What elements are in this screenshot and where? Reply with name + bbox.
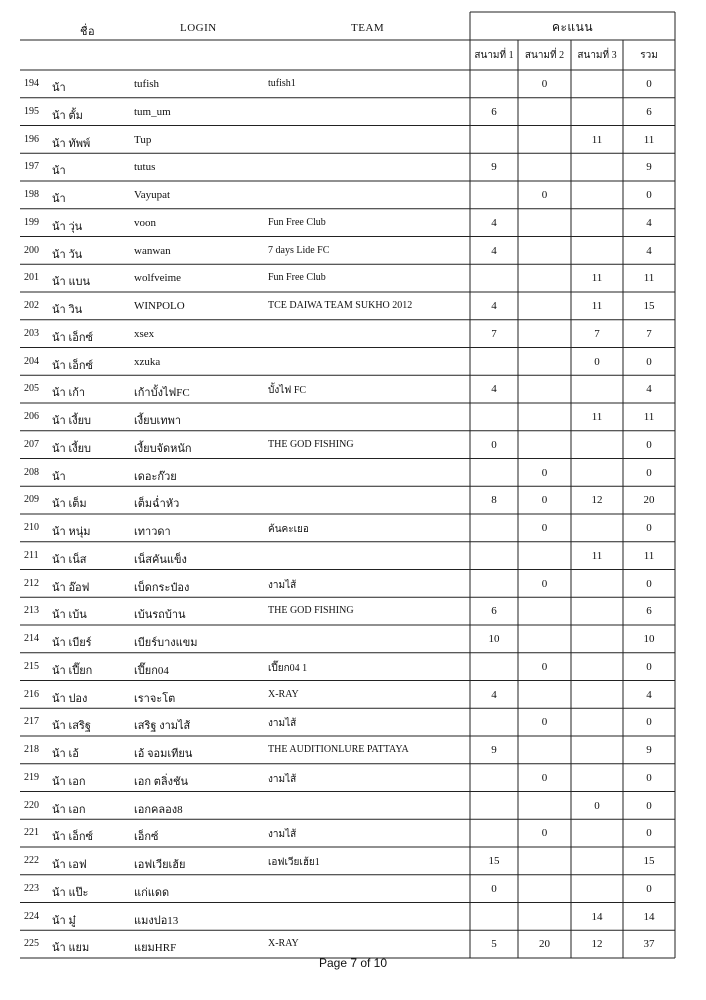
- field-score: 0: [594, 799, 600, 812]
- row-number: 201: [24, 272, 39, 284]
- row-number: 217: [24, 716, 39, 728]
- row-number: 197: [24, 161, 39, 173]
- player-name: น้า แยม: [52, 942, 90, 955]
- row-number: 196: [24, 133, 39, 145]
- row-number: 195: [24, 105, 39, 117]
- row-number: 215: [24, 660, 39, 672]
- column-header-total: รวม: [640, 50, 658, 61]
- team-name: Fun Free Club: [268, 272, 326, 284]
- row-number: 194: [24, 78, 39, 89]
- field-score: 11: [591, 272, 603, 285]
- field-score: 0: [541, 522, 548, 534]
- player-login: tufish: [134, 78, 160, 90]
- player-login: เน็สคันแข็ง: [134, 553, 187, 566]
- row-number: 207: [24, 438, 39, 450]
- total-score: 6: [646, 105, 652, 118]
- field-score: 10: [488, 633, 500, 645]
- player-login: เงี้ยบจัดหนัก: [134, 442, 192, 455]
- column-header-field-2: สนามที่ 2: [524, 50, 565, 61]
- team-name: THE GOD FISHING: [268, 605, 354, 617]
- player-name: น้า เอ็กซ์: [52, 831, 93, 844]
- field-score: 0: [541, 78, 548, 90]
- player-login: voon: [134, 216, 156, 229]
- field-score: 0: [541, 494, 548, 507]
- row-number: 221: [24, 827, 39, 839]
- team-name: เอฟเวียเฮ้ย1: [268, 857, 320, 868]
- player-login: WINPOLO: [134, 300, 185, 312]
- player-name: น้า ตั้ม: [52, 109, 83, 122]
- field-score: 4: [491, 244, 497, 257]
- player-login: แมงปอ13: [134, 914, 179, 927]
- team-name: X-RAY: [268, 688, 299, 700]
- field-score: 12: [591, 494, 603, 507]
- total-score: 0: [646, 882, 652, 895]
- player-login: tum_um: [134, 105, 171, 118]
- total-score: 0: [646, 660, 652, 673]
- player-name: น้า เงี้ยบ: [52, 415, 92, 427]
- total-score: 6: [646, 605, 652, 618]
- player-name: น้า เสริฐ: [52, 720, 91, 733]
- row-number: 203: [24, 327, 39, 339]
- player-login: เต็มฉ่ำหัว: [134, 498, 180, 511]
- player-login: xsex: [134, 327, 155, 340]
- row-number: 208: [24, 466, 39, 478]
- player-login: เปี๊ยก04: [134, 664, 169, 677]
- field-score: 11: [591, 549, 603, 562]
- player-name: น้า เต็ม: [52, 498, 87, 511]
- player-login: Tup: [134, 133, 152, 146]
- player-login: แก่แดด: [134, 886, 170, 899]
- total-score: 11: [643, 411, 655, 423]
- total-score: 4: [646, 216, 652, 229]
- row-number: 216: [24, 688, 39, 700]
- total-score: 4: [646, 688, 652, 701]
- total-score: 0: [646, 799, 652, 812]
- player-login: tutus: [134, 161, 156, 174]
- field-score: 15: [488, 855, 500, 867]
- total-score: 15: [643, 855, 655, 867]
- team-name: tufish1: [268, 78, 296, 89]
- team-name: THE GOD FISHING: [268, 438, 354, 450]
- player-login: เอ็กซ์: [134, 831, 159, 844]
- team-name: บั้งไฟ FC: [268, 385, 307, 397]
- field-score: 0: [541, 771, 548, 784]
- player-name: น้า แบน: [52, 276, 91, 289]
- column-header-score: คะแนน: [551, 20, 594, 34]
- row-number: 200: [24, 244, 39, 256]
- player-name: น้า อ๊อฟ: [52, 581, 90, 594]
- player-login: เบียร์บางแขม: [134, 637, 198, 649]
- player-name: น้า เบ้น: [52, 609, 87, 622]
- column-header-login: LOGIN: [180, 22, 217, 34]
- player-name: น้า: [52, 193, 66, 205]
- field-score: 0: [541, 827, 548, 840]
- field-score: 0: [541, 189, 548, 201]
- field-score: 9: [491, 744, 497, 756]
- player-login: Vayupat: [134, 189, 171, 201]
- field-score: 0: [491, 438, 497, 451]
- player-login: เอ้ จอมเทียน: [134, 748, 193, 760]
- total-score: 10: [643, 633, 655, 645]
- total-score: 0: [646, 522, 652, 534]
- total-score: 0: [646, 438, 652, 451]
- player-login: เอฟเวียเฮ้ย: [134, 859, 186, 871]
- player-name: น้า เอ็กซ์: [52, 359, 93, 372]
- field-score: 14: [591, 910, 603, 923]
- field-score: 4: [491, 300, 497, 312]
- total-score: 4: [646, 244, 652, 257]
- player-login: เราจะโต: [134, 692, 176, 705]
- total-score: 0: [646, 78, 652, 90]
- player-login: xzuka: [134, 355, 161, 368]
- total-score: 9: [646, 744, 652, 756]
- total-score: 0: [646, 716, 652, 729]
- player-name: น้า เอฟ: [52, 859, 87, 871]
- total-score: 0: [646, 771, 652, 784]
- page-number: Page 7 of 10: [318, 956, 388, 970]
- field-score: 0: [541, 466, 548, 479]
- field-score: 5: [491, 938, 497, 951]
- player-name: น้า เก้า: [52, 387, 86, 400]
- row-number: 206: [24, 411, 39, 422]
- field-score: 9: [491, 161, 497, 174]
- team-name: Fun Free Club: [268, 216, 326, 228]
- row-number: 205: [24, 383, 39, 395]
- total-score: 0: [646, 355, 652, 368]
- total-score: 4: [646, 383, 652, 396]
- player-name: น้า หนุ่ม: [52, 526, 91, 538]
- player-login: เบ็ดกระป๋อง: [134, 581, 190, 594]
- player-login: เอก ตลิ่งชัน: [134, 775, 189, 788]
- player-login: wolfveime: [134, 272, 182, 285]
- row-number: 204: [24, 355, 39, 367]
- field-score: 8: [491, 494, 497, 507]
- row-number: 198: [24, 189, 39, 200]
- player-login: wanwan: [134, 244, 171, 257]
- row-number: 224: [24, 910, 39, 922]
- row-number: 218: [24, 744, 39, 755]
- team-name: งามไส้: [268, 773, 297, 785]
- player-name: น้า เบียร์: [52, 637, 92, 649]
- total-score: 11: [643, 133, 655, 146]
- row-number: 211: [24, 549, 39, 561]
- field-score: 0: [541, 716, 548, 729]
- field-score: 0: [541, 577, 548, 590]
- field-score: 7: [594, 327, 600, 340]
- player-name: น้า เอ้: [52, 748, 79, 760]
- player-login: เอกคลอง8: [134, 803, 183, 816]
- column-header-name: ชื่อ: [80, 26, 96, 38]
- team-name: ค้นคะเยอ: [268, 524, 309, 535]
- row-number: 202: [24, 300, 39, 311]
- row-number: 223: [24, 882, 39, 894]
- row-number: 210: [24, 522, 39, 533]
- field-score: 6: [491, 605, 497, 618]
- column-header-field-1: สนามที่ 1: [474, 50, 514, 61]
- field-score: 4: [491, 216, 497, 229]
- total-score: 15: [643, 300, 655, 312]
- column-header-team: TEAM: [351, 22, 385, 34]
- player-login: เงี้ยบเทพา: [134, 415, 181, 427]
- total-score: 20: [643, 494, 655, 507]
- field-score: 11: [591, 300, 603, 312]
- field-score: 4: [491, 688, 497, 701]
- total-score: 0: [646, 577, 652, 590]
- team-name: THE AUDITIONLURE PATTAYA: [268, 744, 409, 755]
- team-name: 7 days Lide FC: [268, 244, 330, 256]
- team-name: X-RAY: [268, 938, 299, 950]
- column-header-field-3: สนามที่ 3: [577, 50, 617, 61]
- player-name: น้า เอก: [52, 775, 86, 788]
- row-number: 199: [24, 216, 39, 228]
- row-number: 225: [24, 938, 39, 950]
- player-name: น้า เงี้ยบ: [52, 442, 92, 455]
- player-login: เก้าบั้งไฟFC: [134, 387, 190, 400]
- field-score: 12: [591, 938, 603, 951]
- total-score: 9: [646, 161, 652, 174]
- field-score: 0: [541, 660, 548, 673]
- total-score: 0: [646, 466, 652, 479]
- player-name: น้า ทัพพ์: [52, 137, 91, 150]
- row-number: 209: [24, 494, 39, 506]
- field-score: 7: [491, 327, 497, 340]
- player-name: น้า เน็ส: [52, 553, 87, 566]
- team-name: เปี๊ยก04 1: [268, 662, 308, 674]
- player-login: แยมHRF: [134, 942, 177, 955]
- player-login: เสริฐ งามไส้: [134, 720, 191, 733]
- team-name: TCE DAIWA TEAM SUKHO 2012: [268, 300, 413, 311]
- player-name: น้า: [52, 82, 66, 94]
- row-number: 219: [24, 771, 39, 783]
- player-name: น้า: [52, 165, 66, 178]
- row-number: 212: [24, 577, 39, 589]
- player-login: เดอะก๊วย: [134, 470, 177, 483]
- row-number: 222: [24, 855, 39, 866]
- player-name: น้า ปอง: [52, 692, 88, 705]
- field-score: 0: [594, 355, 600, 368]
- player-name: น้า: [52, 470, 66, 483]
- total-score: 11: [643, 272, 655, 285]
- total-score: 37: [643, 938, 655, 951]
- row-number: 214: [24, 633, 39, 644]
- field-score: 20: [539, 938, 550, 951]
- player-name: น้า เปี๊ยก: [52, 664, 93, 677]
- team-name: งามไส้: [268, 579, 297, 591]
- field-score: 11: [591, 133, 603, 146]
- field-score: 6: [491, 105, 497, 118]
- field-score: 0: [491, 882, 497, 895]
- total-score: 0: [646, 189, 652, 201]
- player-name: น้า วัน: [52, 248, 83, 261]
- team-name: งามไส้: [268, 829, 297, 841]
- player-name: น้า เอ็กซ์: [52, 331, 93, 344]
- player-login: เทาวดา: [134, 526, 171, 538]
- total-score: 0: [646, 827, 652, 840]
- player-name: น้า มู๋: [52, 914, 76, 927]
- player-name: น้า วุ่น: [52, 220, 83, 233]
- total-score: 14: [643, 910, 655, 923]
- player-login: เบ้นรถบ้าน: [134, 609, 186, 622]
- row-number: 213: [24, 605, 39, 617]
- field-score: 11: [591, 411, 603, 423]
- row-number: 220: [24, 799, 39, 811]
- field-score: 4: [491, 383, 497, 396]
- player-name: น้า แป๊ะ: [52, 886, 89, 899]
- total-score: 11: [643, 549, 655, 562]
- player-name: น้า วิน: [52, 304, 83, 316]
- total-score: 7: [646, 327, 652, 340]
- player-name: น้า เอก: [52, 803, 86, 816]
- team-name: งามไส้: [268, 718, 297, 730]
